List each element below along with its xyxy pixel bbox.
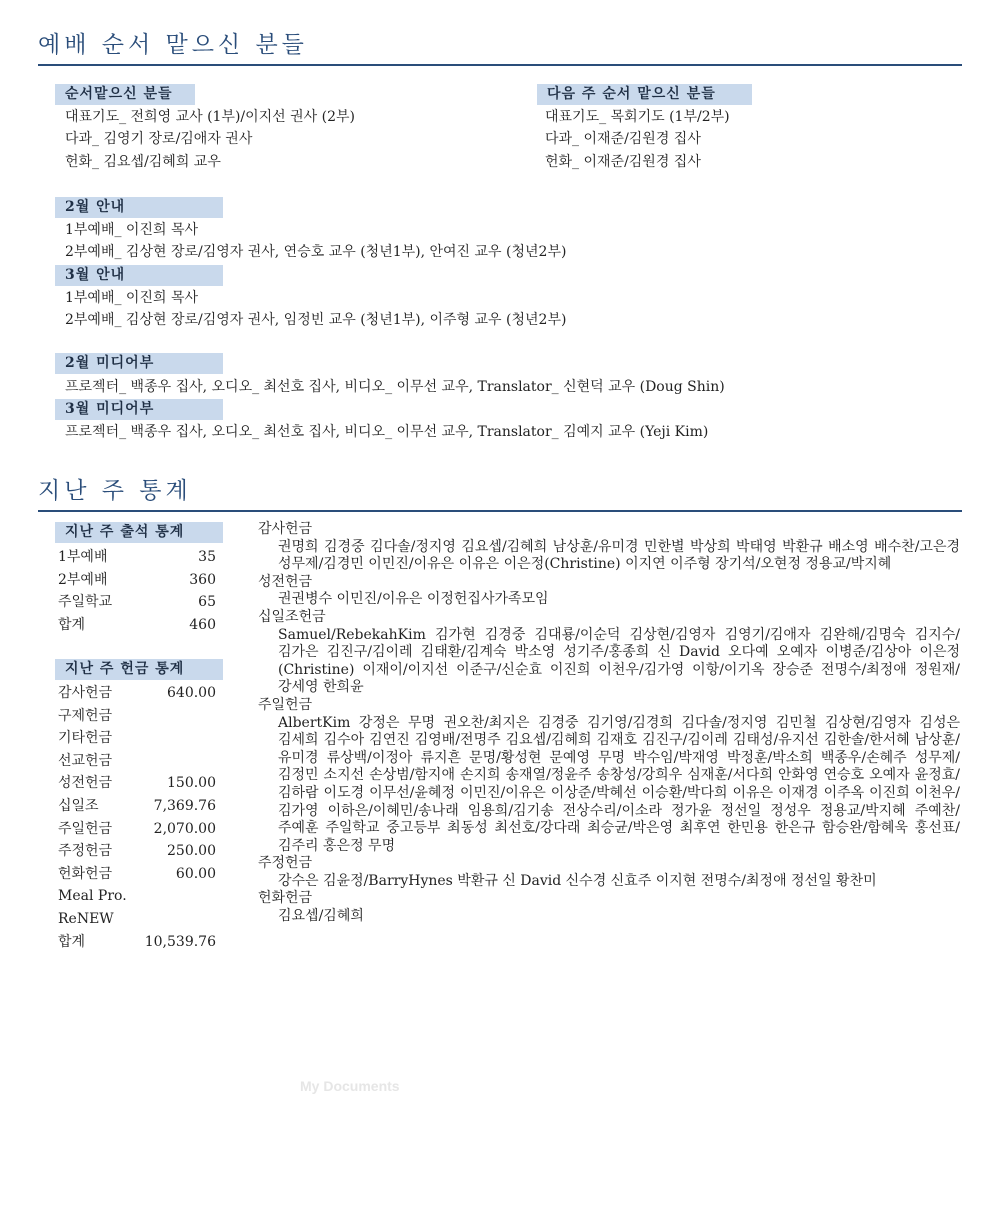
offering-row-label: 기타헌금 [58,730,113,747]
next-roles-header: 다음 주 순서 맡으신 분들 [537,84,752,105]
offering-row-value: 640.00 [167,685,216,701]
offering-row-value: 60.00 [175,865,216,882]
offering-row-label: 주일헌금 [58,820,113,837]
offering-row-value: 10,539.76 [144,933,216,950]
attendance-row [58,546,216,568]
donor-category: 주일헌금 [258,696,313,713]
donor-names: Samuel/RebekahKim 김가현 김경중 김대룡/이순덕 김상현/김영자 김영기/김애자 김완해/김명숙 김지수/김가은 김진구/김이레 김태환/김계숙 박소영 성기주/홍종희 신 David 오다예 오예자 이병준/김상아 이은정(Christine) 이재이/이지선 이준구/신순효 이진희 이천우/김가영 이항/이기옥 장승준 전명수/최정애 정원재/강세영 한희윤 [278,626,960,696]
section-title-worship: 예배 순서 맡으신 분들 [38,26,962,66]
offering-row [58,840,216,862]
feb-guide-line: 1부예배_ 이진희 목사 [65,222,198,238]
attendance-row [58,614,216,636]
mar-media-header: 3월 미디어부 [55,399,223,420]
feb-guide-line: 2부예배_ 김상현 장로/김영자 권사, 연승호 교우 (청년1부), 안여진 교우 (청년2부) [65,244,567,260]
offering-row [58,772,216,794]
attendance-row-value: 65 [198,594,216,611]
donor-names: AlbertKim 강정은 무명 권오찬/최지은 김경중 김기영/김경희 김다솔/정지영 김민철 김상현/김영자 김성은 김세희 김수아 김연진 김영배/전명주 김요셉/김혜희 김재호 김진구/김이레 김태성/유지선 김한솔/한서혜 남상훈/유미경 류상백/이정아 류지흔 문명/황성현 문예영 무명 박수임/박재영 박정훈/박소희 백종우/손혜주 성무제/김정민 소지선 손상범/함지애 손지희 송재열/정윤주 송창성/강희우 심재훈/서다희 안화영 연승호 오예자 윤정효/김하람 이도경 이무선/윤혜정 이민진/이유은 이상준/박혜선 이승환/박다희 이유은 이재경 이주옥 이진희 이천우/김가영 이하은/이혜민/송나래 임용희/김기송 전상수리/이소라 정가윤 정선일 정성우 정용교/박지혜 주예찬/주예훈 주일학교 중고등부 최동성 최선호/강다래 최승균/박은영 최후연 한민용 한은규 함승완/함혜욱 홍선표/김주리 홍은정 무명 [278,714,960,854]
attendance-header: 지난 주 출석 통계 [55,522,223,543]
mar-media-line: 프로젝터_ 백종우 집사, 오디오_ 최선호 집사, 비디오_ 이무선 교우, Translator_ 김예지 교우 (Yeji Kim) [65,424,709,440]
offering-row-label: 선교헌금 [58,752,113,769]
next-roles-line: 대표기도_ 목회기도 (1부/2부) [545,109,730,125]
attendance-row-label: 2부예배 [58,571,108,588]
current-roles-header: 순서맡으신 분들 [55,84,195,105]
feb-media-line: 프로젝터_ 백종우 집사, 오디오_ 최선호 집사, 비디오_ 이무선 교우, Translator_ 신현덕 교우 (Doug Shin) [65,379,725,395]
offering-row-value: 2,070.00 [153,820,216,837]
donor-category: 성전헌금 [258,573,313,590]
current-roles-line: 다과_ 김영기 장로/김애자 권사 [65,131,253,147]
donor-category: 감사헌금 [258,521,313,537]
attendance-row [58,569,216,591]
attendance-row-value: 35 [198,549,216,565]
offering-row-label: Meal Pro. [58,888,127,905]
offering-row [58,750,216,772]
offering-row [58,795,216,817]
offering-row-value: 150.00 [167,775,216,792]
donor-category: 헌화헌금 [258,890,313,907]
mar-guide-line: 1부예배_ 이진희 목사 [65,290,198,306]
section-title-stats: 지난 주 통계 [38,472,962,512]
donor-names: 권권병수 이민진/이유은 이정헌집사가족모임 [278,591,549,608]
offering-row-label: 감사헌금 [58,685,113,701]
donor-category: 십일조헌금 [258,608,326,625]
feb-media-header: 2월 미디어부 [55,353,223,374]
offering-row [58,818,216,840]
mar-guide-header: 3월 안내 [55,265,223,286]
donor-category: 주정헌금 [258,855,313,872]
donor-list [258,521,960,926]
offering-row [58,908,216,930]
attendance-row-label: 합계 [58,616,86,633]
offering-row-label: 십일조 [58,798,99,814]
current-roles-line: 대표기도_ 전희영 교사 (1부)/이지선 권사 (2부) [65,109,356,125]
offering-row [58,863,216,885]
offering-header: 지난 주 헌금 통계 [55,659,223,680]
offering-row-label: ReNEW [58,911,114,927]
next-roles-line: 다과_ 이재준/김원경 집사 [545,131,701,147]
offering-row-label: 주정헌금 [58,843,113,860]
offering-row-label: 합계 [58,933,86,950]
attendance-row-value: 460 [189,616,216,633]
attendance-row-value: 360 [189,571,216,588]
offering-row [58,931,216,953]
mar-guide-line: 2부예배_ 김상현 장로/김영자 권사, 임정빈 교우 (청년1부), 이주형 교우 (청년2부) [65,312,567,328]
attendance-row-label: 주일학교 [58,594,113,611]
offering-row [58,727,216,749]
donor-names: 김요셉/김혜희 [278,908,364,925]
donor-names: 강수은 김윤정/BarryHynes 박환규 신 David 신수경 신효주 이지현 전명수/최정애 정선일 황찬미 [278,872,877,889]
attendance-row [58,591,216,613]
feb-guide-header: 2월 안내 [55,197,223,218]
offering-row-value: 250.00 [167,843,216,860]
offering-row-label: 구제헌금 [58,707,113,724]
next-roles-line: 헌화_ 이재준/김원경 집사 [545,154,701,170]
offering-row-label: 헌화헌금 [58,865,113,882]
offering-row-label: 성전헌금 [58,775,113,792]
offering-row-value: 7,369.76 [153,798,216,814]
donor-names: 권명희 김경중 김다솔/정지영 김요셉/김혜희 남상훈/유미경 민한별 박상희 박태영 박환규 배소영 배수찬/고은경 성무제/김경민 이민진/이유은 이유은 이은정(Christine) 이지연 이주형 장기석/오현정 정용교/박지혜 [278,538,960,573]
current-roles-line: 헌화_ 김요셉/김혜희 교우 [65,154,221,170]
offering-row [58,885,216,907]
watermark-text: My Documents [300,1078,400,1094]
offering-row [58,682,216,704]
offering-row [58,705,216,727]
attendance-row-label: 1부예배 [58,549,108,565]
